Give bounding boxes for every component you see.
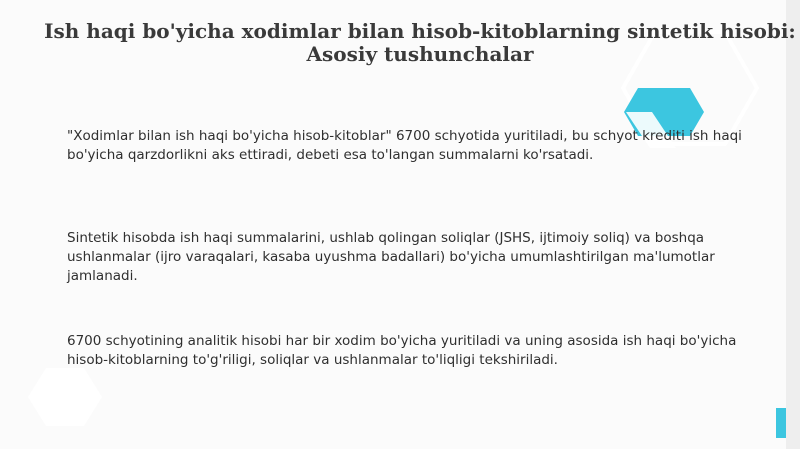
slide-title: Ish haqi bo'yicha xodimlar bilan hisob-kitoblarning sintetik hisobi: Asosiy tushunchalar <box>44 19 796 66</box>
paragraph-1: "Xodimlar bilan ish haqi bo'yicha hisob-kitoblar" 6700 schyotida yuritiladi, bu schyot krediti ish haqi bo'yicha qarzdorlikni aks ettiradi, debeti esa to'langan summalarni ko'rsatadi. <box>67 128 742 163</box>
paragraph-2: Sintetik hisobda ish haqi summalarini, ushlab qolingan soliqlar (JSHS, ijtimoiy soliq) va boshqa ushlanmalar (ijro varaqalari, kasaba uyushma badallari) bo'yicha umumlashtirilgan ma'lumotlar jamlanadi. <box>67 230 715 284</box>
paragraph-3: 6700 schyotining analitik hisobi har bir xodim bo'yicha yuritiladi va uning asosida ish haqi bo'yicha hisob-kitoblarning to'g'riligi, soliqlar va ushlanmalar to'liqligi tekshiriladi. <box>67 333 737 368</box>
right-edge-strip <box>786 0 800 449</box>
hexagon-white-shape <box>28 368 102 426</box>
